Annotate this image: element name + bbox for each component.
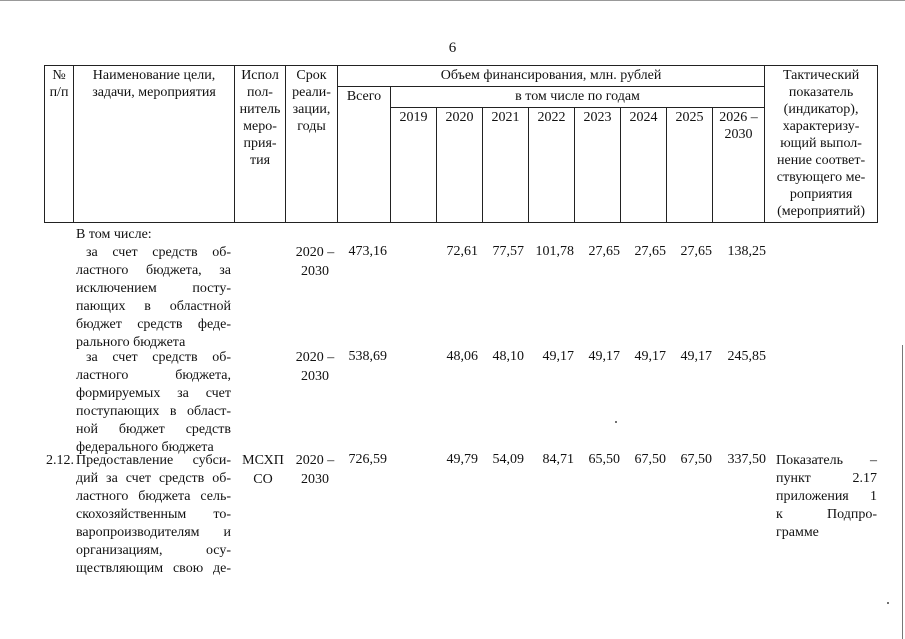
scan-speck [615,421,617,423]
row-name-line: дий за счет средств об- [76,471,231,486]
year-2019-header: 2019 [391,108,437,223]
page-top-border [0,0,905,1]
row-name-line: за счет средств об- [86,350,231,365]
value-2025: 27,65 [680,244,712,259]
col-funding-header: Объем финансирования, млн. рублей [338,66,765,87]
row-name-line: исключением посту- [76,281,231,296]
table-header [44,65,878,223]
col-number-header: № п/п [45,66,74,223]
col-by-years-header: в том числе по годам [391,87,765,108]
row-indicator-line: грамме [776,525,819,540]
year-2026-2030-header: 2026 – 2030 [713,108,765,223]
year-2024-header: 2024 [621,108,667,223]
including-label: В том числе: [76,227,152,242]
value-2024: 67,50 [634,452,666,467]
col-executor-header: Испол пол- нитель меро- прия- тия [235,66,286,223]
row-indicator-line: Показатель – [776,453,877,468]
value-2026-2030: 138,25 [727,244,766,259]
page-right-border [902,345,903,639]
row-name-line: скохозяйственным то- [76,507,231,522]
page-number: 6 [448,40,457,56]
row-name-line: поступающих в област- [76,404,231,419]
col-term-header: Срок реали- зации, годы [286,66,338,223]
row-name-line: ществляющим свою де- [76,561,231,576]
row-name-line: ластного бюджета сель- [76,489,231,504]
row-indicator-line: пункт 2.17 [776,471,877,486]
row-name-line: ной бюджет средств [76,422,231,437]
row-name-line: рального бюджета [76,335,186,350]
row-indicator-line: к Подпро- [776,507,877,522]
value-2023: 49,17 [588,349,620,364]
row-total: 473,16 [348,244,387,259]
row-name-line: организациям, осу- [76,543,231,558]
col-total-header: Всего [338,87,391,223]
value-2024: 27,65 [634,244,666,259]
value-2025: 67,50 [680,452,712,467]
row-name-line: ластного бюджета, за [76,263,231,278]
scan-speck [887,602,889,604]
row-name-line: варопроизводителям и [76,525,231,540]
value-2021: 77,57 [492,244,524,259]
row-executor: МСХП СО [242,453,284,487]
row-name-line: формируемых за счет [76,386,231,401]
value-2021: 48,10 [492,349,524,364]
value-2022: 49,17 [542,349,574,364]
row-indicator-line: приложения 1 [776,489,877,504]
year-2023-header: 2023 [575,108,621,223]
value-2020: 48,06 [446,349,478,364]
value-2020: 72,61 [446,244,478,259]
value-2026-2030: 337,50 [727,452,766,467]
year-2025-header: 2025 [667,108,713,223]
value-2023: 27,65 [588,244,620,259]
row-name-line: Предоставление субси- [76,453,231,468]
value-2025: 49,17 [680,349,712,364]
value-2024: 49,17 [634,349,666,364]
row-name-line: бюджет средств феде- [76,317,231,332]
value-2026-2030: 245,85 [727,349,766,364]
row-number: 2.12. [46,453,74,468]
value-2023: 65,50 [588,452,620,467]
row-total: 726,59 [348,452,387,467]
row-name-line: за счет средств об- [86,245,231,260]
row-term: 2020 – 2030 [295,245,335,279]
row-total: 538,69 [348,349,387,364]
row-term: 2020 – 2030 [295,453,335,487]
row-name-line: ластного бюджета, [76,368,231,383]
row-name-line: федерального бюджета [76,440,214,455]
col-indicator-header: Тактический показатель (индикатор), характеризу- ющий выпол- нение соответ- ствующего ме- роприятия (мероприятий) [765,66,878,223]
value-2022: 84,71 [542,452,574,467]
row-name-line: пающих в областной [76,299,231,314]
year-2021-header: 2021 [483,108,529,223]
year-2022-header: 2022 [529,108,575,223]
value-2021: 54,09 [492,452,524,467]
year-2020-header: 2020 [437,108,483,223]
value-2022: 101,78 [535,244,574,259]
row-term: 2020 – 2030 [295,350,335,384]
value-2020: 49,79 [446,452,478,467]
col-name-header: Наименование цели, задачи, мероприятия [74,66,235,223]
